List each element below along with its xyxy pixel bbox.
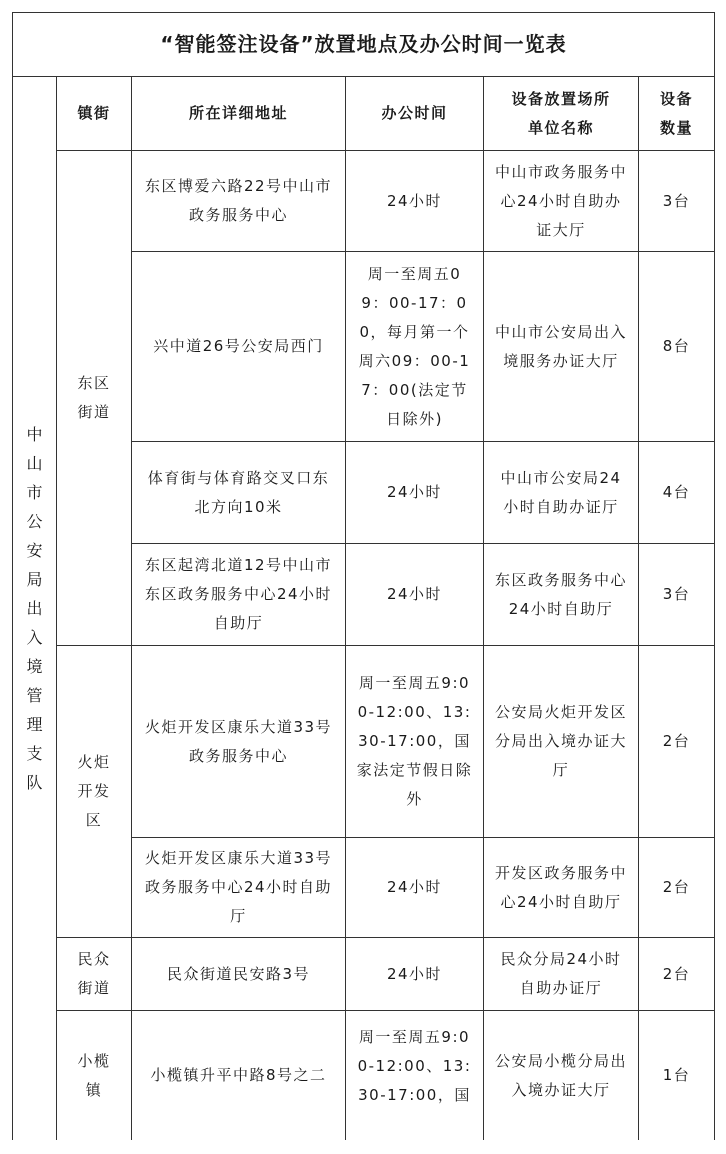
count-cell: 2台 — [639, 646, 715, 838]
header-place-line2: 单位名称 — [527, 118, 594, 137]
place-cell: 民众分局24小时自助办证厅 — [484, 938, 639, 1011]
place-cell: 中山市公安局24小时自助办证厅 — [484, 442, 639, 544]
unit-name: 中山市公安局出入境管理支队 — [26, 425, 43, 792]
header-place-line1: 设备放置场所 — [511, 89, 611, 108]
address-cell: 东区起湾北道12号中山市东区政务服务中心24小时自助厅 — [132, 544, 346, 646]
address-cell: 东区博爱六路22号中山市政务服务中心 — [132, 151, 346, 252]
table-row — [13, 1011, 715, 1141]
town-xiaolan: 小榄镇 — [57, 1011, 132, 1141]
hours-cell: 24小时 — [346, 938, 484, 1011]
table-row — [13, 151, 715, 252]
count-cell: 8台 — [639, 252, 715, 442]
place-cell: 开发区政务服务中心24小时自助厅 — [484, 838, 639, 938]
place-cell: 中山市公安局出入境服务办证大厅 — [484, 252, 639, 442]
header-place — [484, 77, 639, 151]
place-cell: 公安局小榄分局出入境办证大厅 — [484, 1011, 639, 1141]
count-cell: 3台 — [639, 544, 715, 646]
header-hours: 办公时间 — [346, 77, 484, 151]
header-town: 镇街 — [57, 77, 132, 151]
hours-cell: 24小时 — [346, 838, 484, 938]
count-cell: 2台 — [639, 938, 715, 1011]
hours-cell: 周一至周五09：00-17：00，每月第一个周六09：00-17：00(法定节日除外) — [346, 252, 484, 442]
hours-cell: 24小时 — [346, 442, 484, 544]
address-cell: 小榄镇升平中路8号之二 — [132, 1011, 346, 1141]
count-cell: 1台 — [639, 1011, 715, 1141]
header-count-line2: 数量 — [660, 118, 694, 137]
place-cell: 中山市政务服务中心24小时自助办证大厅 — [484, 151, 639, 252]
hours-cell: 周一至周五9:00-12:00、13:30-17:00，国家法定节假日除外 — [346, 646, 484, 838]
address-cell: 火炬开发区康乐大道33号政务服务中心 — [132, 646, 346, 838]
address-cell: 火炬开发区康乐大道33号政务服务中心24小时自助厅 — [132, 838, 346, 938]
town-huoju: 火炬开发区 — [57, 646, 132, 938]
address-cell: 民众街道民安路3号 — [132, 938, 346, 1011]
count-cell: 3台 — [639, 151, 715, 252]
unit-cell — [13, 77, 57, 1141]
table-title: “智能签注设备”放置地点及办公时间一览表 — [13, 13, 715, 77]
place-cell: 东区政务服务中心24小时自助厅 — [484, 544, 639, 646]
hours-cell: 24小时 — [346, 544, 484, 646]
table-row — [13, 938, 715, 1011]
info-table — [12, 12, 715, 1141]
place-cell: 公安局火炬开发区分局出入境办证大厅 — [484, 646, 639, 838]
count-cell: 4台 — [639, 442, 715, 544]
header-count — [639, 77, 715, 151]
town-dongqu: 东区街道 — [57, 151, 132, 646]
hours-cell: 周一至周五9:00-12:00、13:30-17:00，国 — [346, 1011, 484, 1141]
address-cell: 体育街与体育路交叉口东北方向10米 — [132, 442, 346, 544]
hours-cell: 24小时 — [346, 151, 484, 252]
page-cutoff — [0, 1140, 726, 1154]
table-row — [13, 646, 715, 838]
address-cell: 兴中道26号公安局西门 — [132, 252, 346, 442]
header-address: 所在详细地址 — [132, 77, 346, 151]
town-minzhong: 民众街道 — [57, 938, 132, 1011]
header-count-line1: 设备 — [660, 89, 694, 108]
count-cell: 2台 — [639, 838, 715, 938]
